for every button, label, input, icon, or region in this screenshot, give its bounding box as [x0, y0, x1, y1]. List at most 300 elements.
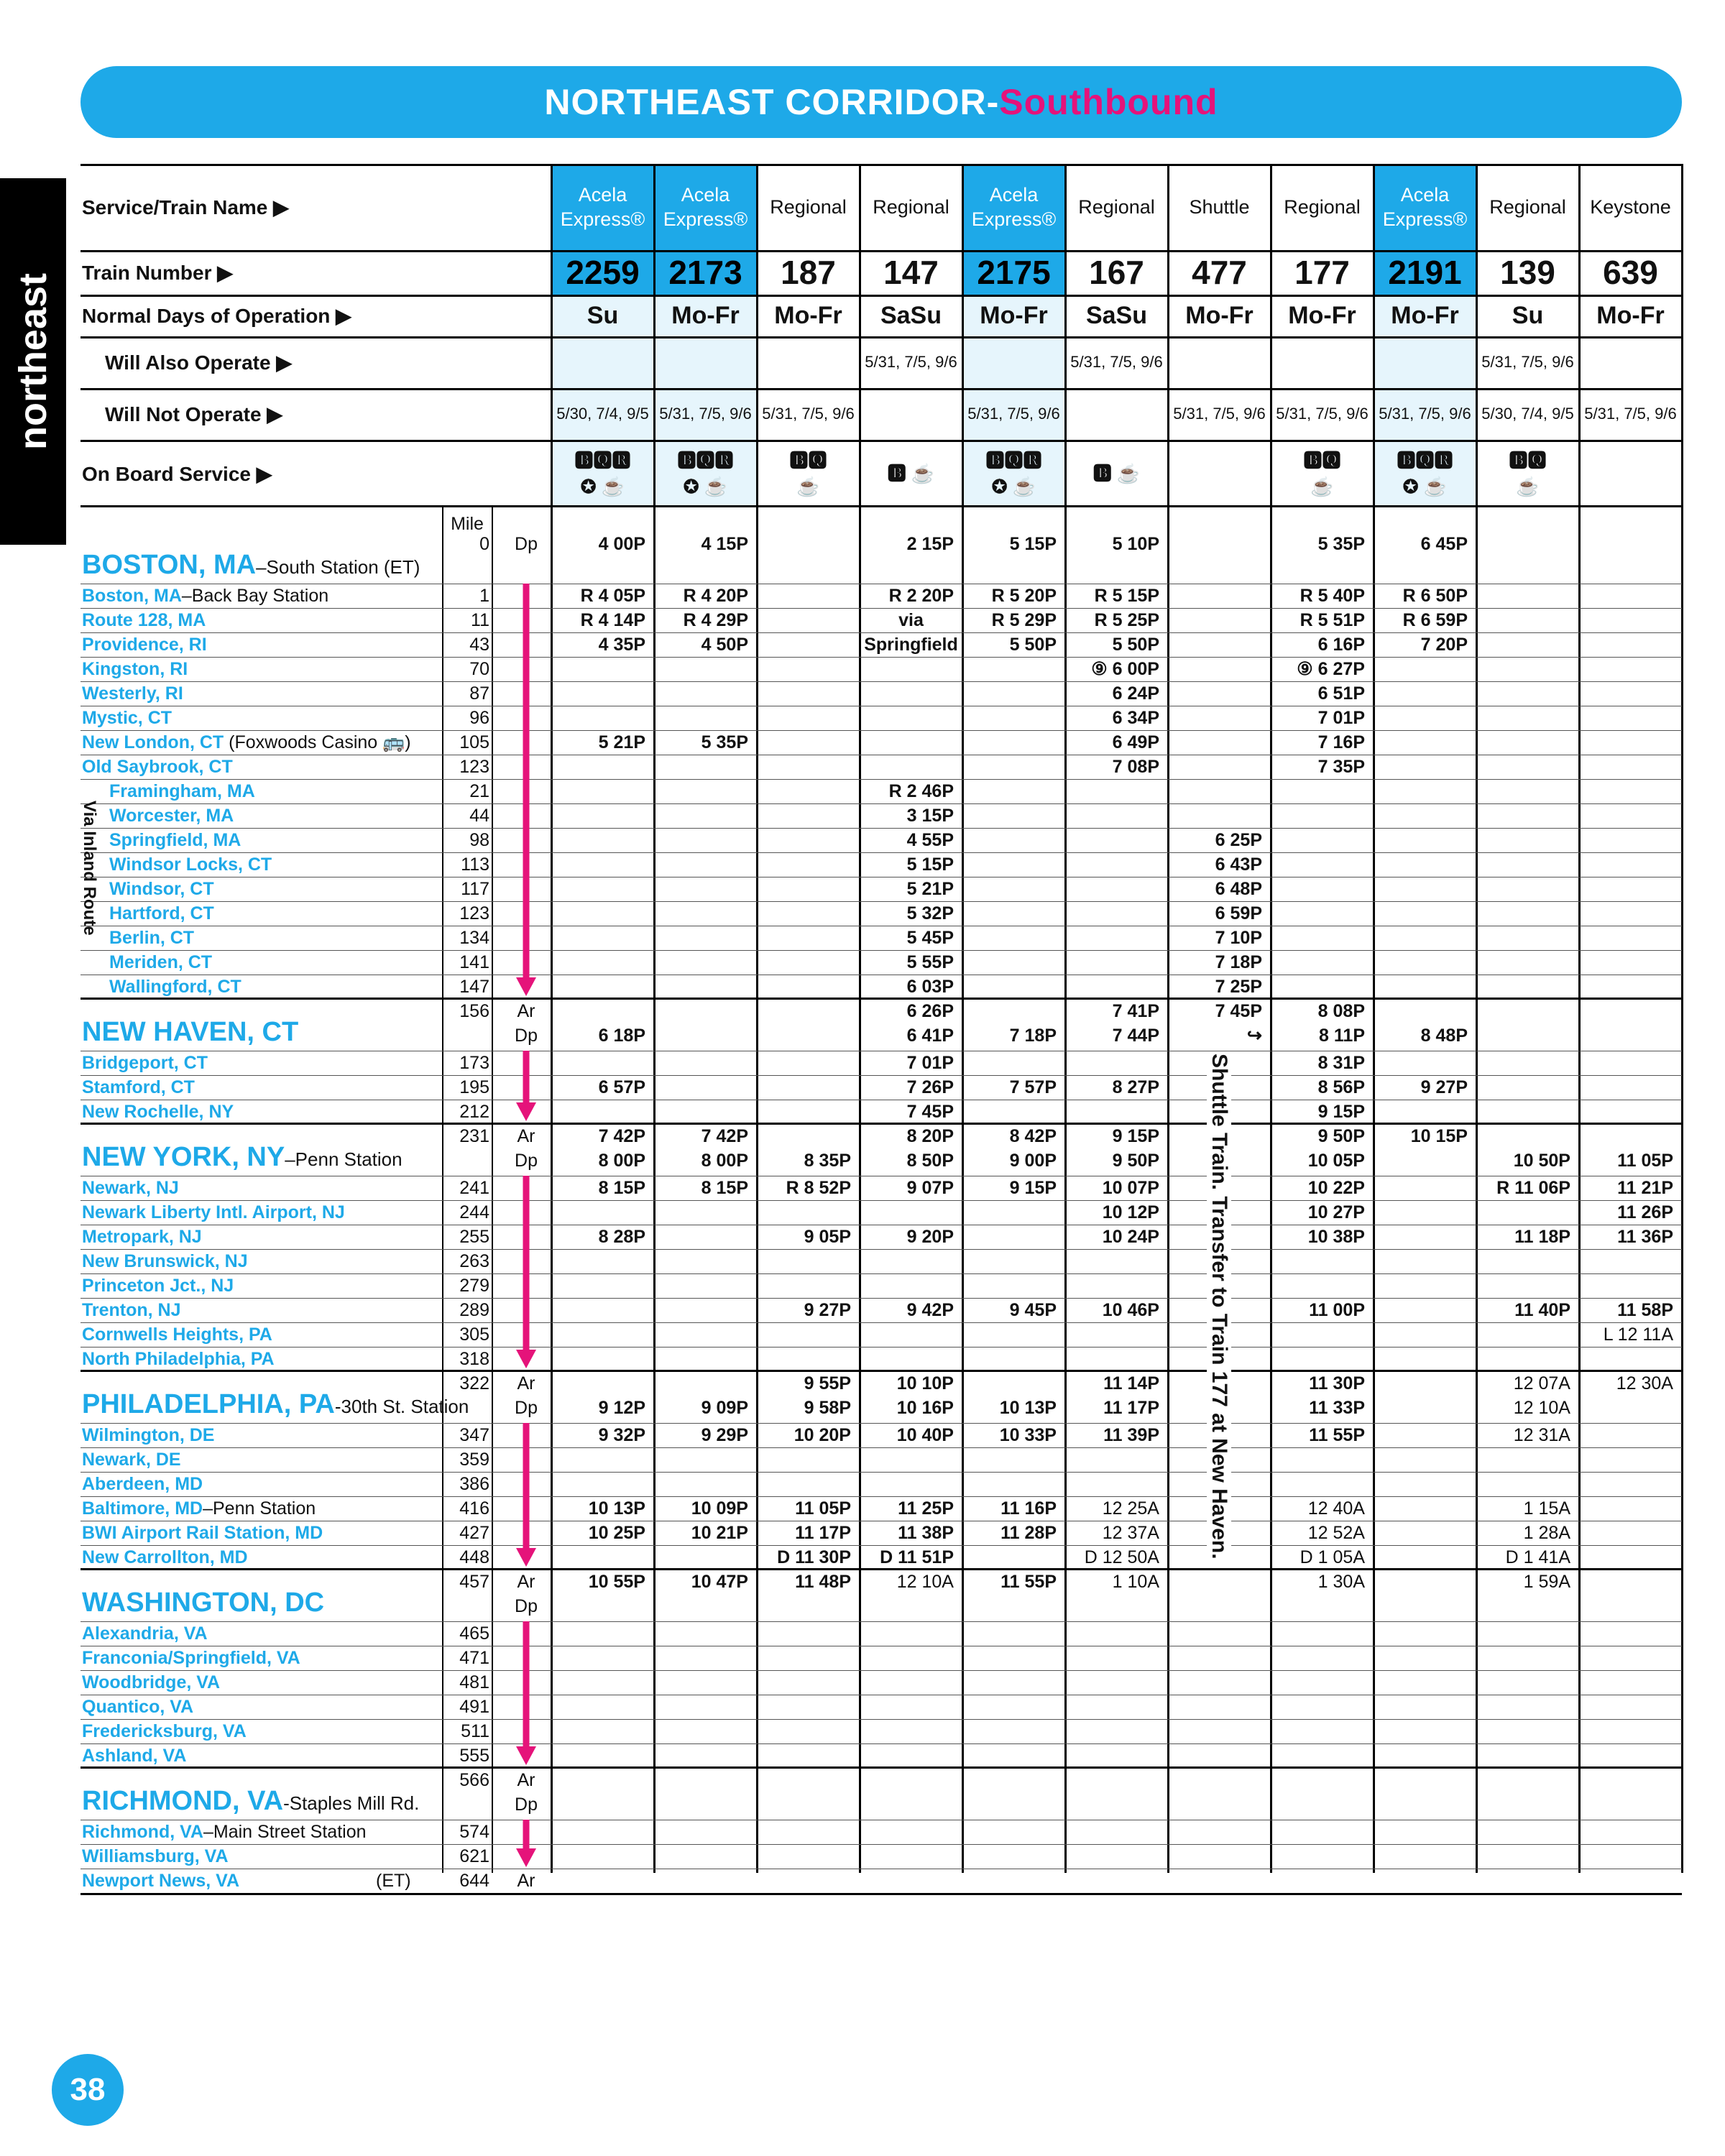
train-2259-days: Su	[551, 295, 654, 336]
row-rule	[80, 1719, 1682, 1720]
train-167-time: 10 12P	[1102, 1202, 1159, 1222]
station-bridgeport-ct	[82, 1051, 208, 1075]
train-2259-time: 6 57P	[598, 1077, 645, 1097]
train-2175-time: 7 57P	[1009, 1077, 1057, 1097]
station-quantico-va	[82, 1695, 193, 1719]
station-mile: 123	[459, 903, 489, 923]
station-mile: 457	[459, 1572, 489, 1592]
station-name: Stamford, CT	[82, 1077, 195, 1097]
onboard-service-icons: ✪ ☕	[580, 476, 625, 497]
train-2175-time: 5 15P	[1009, 534, 1057, 554]
train-147-time: 9 20P	[906, 1227, 954, 1247]
via-inland-route-text: Via Inland Route	[80, 801, 99, 936]
header-label-days: Normal Days of Operation ▶	[82, 304, 351, 327]
train-2173-time: R 4 29P	[683, 610, 748, 630]
station-old-saybrook-ct	[82, 755, 233, 779]
station-name: New Rochelle, NY	[82, 1102, 234, 1122]
station-bwi-airport-rail-station-md	[82, 1521, 323, 1545]
train-147-time: 5 55P	[906, 952, 954, 972]
onboard-service-icons: 🅱🆀🆁	[574, 450, 631, 471]
train-service-word: Acela	[989, 184, 1039, 206]
header-column-rule	[1373, 164, 1375, 507]
station-name: Baltimore, MD	[82, 1498, 203, 1519]
train-2259-also	[551, 336, 654, 388]
station-mile: 305	[459, 1325, 489, 1345]
train-2191-service	[1374, 164, 1476, 250]
train-2191-days: Mo-Fr	[1374, 295, 1476, 336]
station-mile: 87	[469, 683, 489, 704]
train-2175-time: 9 15P	[1009, 1178, 1057, 1198]
onboard-service-icons: 🅱🆀🆁	[985, 450, 1042, 471]
station-mile: 11	[471, 610, 489, 630]
train-477-time: 6 25P	[1215, 830, 1262, 850]
header-column-rule	[1681, 164, 1683, 507]
onboard-service-icons: 🅱🆀	[1509, 450, 1547, 471]
station-new-london-ct	[82, 730, 411, 755]
train-187-also	[757, 336, 860, 388]
train-147-time: via	[898, 610, 924, 630]
arrow-head	[516, 1102, 536, 1121]
train-167-time: 1 10A	[1112, 1572, 1159, 1592]
timetable-body	[80, 507, 1682, 1891]
train-187-time: 9 27P	[804, 1300, 851, 1320]
station-trenton-nj	[82, 1298, 181, 1322]
header-label-onboard: On Board Service ▶	[82, 462, 272, 485]
train-147-time: D 11 51P	[880, 1547, 954, 1567]
arrive-depart-label: Ar	[517, 1001, 535, 1021]
train-2259-time: 4 00P	[598, 534, 645, 554]
station-aberdeen-md	[82, 1472, 203, 1496]
train-2175-time: R 5 20P	[991, 586, 1057, 606]
train-2191-number: 2191	[1374, 250, 1476, 295]
train-187-time: 11 05P	[795, 1498, 851, 1519]
train-177-time: 7 35P	[1317, 757, 1365, 777]
station-name: BOSTON, MA	[82, 550, 257, 580]
train-147-time: R 2 46P	[888, 781, 954, 801]
station-name: Kingston, RI	[82, 659, 188, 679]
train-477-days: Mo-Fr	[1185, 301, 1254, 329]
station-mile: 511	[461, 1721, 489, 1741]
train-service-word: Regional	[1078, 195, 1155, 218]
arrive-depart-label: Dp	[515, 1151, 538, 1171]
station-mile: 621	[459, 1846, 489, 1866]
column-rule	[1167, 507, 1169, 1873]
train-147-time: 8 20P	[906, 1126, 954, 1146]
header-column-rule	[859, 164, 861, 507]
train-477-time: 7 45P	[1215, 1001, 1262, 1021]
station-new-brunswick-nj	[82, 1249, 248, 1273]
header-rule	[80, 250, 1682, 252]
train-177-time: 6 16P	[1317, 635, 1365, 655]
station-berlin-ct	[109, 926, 194, 950]
station-mile: 147	[459, 977, 489, 997]
train-2173-time: 7 42P	[701, 1126, 748, 1146]
onboard-service-icons: 🅱🆀	[789, 450, 827, 471]
row-rule	[80, 657, 1682, 658]
train-167-time: 9 50P	[1112, 1151, 1159, 1171]
header-label-also: Will Also Operate ▶	[105, 351, 292, 374]
train-177-time: 6 51P	[1317, 683, 1365, 704]
station-mile: 318	[459, 1349, 489, 1369]
station-washington-dc	[82, 1588, 324, 1617]
header-label-service: Service/Train Name ▶	[82, 195, 289, 218]
train-167-not	[1065, 388, 1168, 440]
station-new-rochelle-ny	[82, 1100, 234, 1124]
header-column-rule	[551, 164, 553, 507]
train-477-time: 6 48P	[1215, 879, 1262, 899]
train-139-onboard	[1476, 440, 1579, 507]
train-147-time: 10 40P	[896, 1425, 954, 1445]
train-139-time: 11 18P	[1514, 1227, 1570, 1247]
arrow-head	[516, 1548, 536, 1567]
train-2173-time: 9 29P	[701, 1425, 748, 1445]
station-name: Richmond, VA	[82, 1822, 203, 1842]
train-177-time: R 5 51P	[1300, 610, 1365, 630]
header-label-number: Train Number ▶	[82, 261, 233, 284]
train-167-time: 7 08P	[1112, 757, 1159, 777]
station-hartford-ct	[109, 901, 214, 926]
train-477-time: 7 18P	[1215, 952, 1262, 972]
station-mile: 212	[459, 1102, 489, 1122]
train-service-word: Express®	[1382, 208, 1468, 230]
station-note: -30th St. Station	[334, 1396, 469, 1417]
train-187-number: 187	[781, 254, 836, 291]
station-name: New Brunswick, NJ	[82, 1251, 248, 1271]
train-167-time: 7 44P	[1112, 1026, 1159, 1046]
train-147-time: 3 15P	[906, 806, 954, 826]
train-639-also	[1579, 336, 1682, 388]
section-tab-label: northeast	[12, 272, 55, 451]
train-167-time: R 5 15P	[1094, 586, 1159, 606]
train-177-time: 7 01P	[1317, 708, 1365, 728]
train-167-time: 6 24P	[1112, 683, 1159, 704]
train-2259-time: 10 25P	[588, 1523, 645, 1543]
station-name: Cornwells Heights, PA	[82, 1325, 272, 1345]
arrive-depart-label: Dp	[515, 1026, 538, 1046]
train-139-days: Su	[1512, 301, 1544, 329]
station-mile: 0	[479, 534, 489, 554]
train-2191-time: 8 48P	[1420, 1026, 1468, 1046]
train-139-time: 12 31A	[1513, 1425, 1570, 1445]
station-name: Springfield, MA	[109, 830, 242, 850]
station-ashland-va	[82, 1743, 186, 1768]
train-147-time: 6 03P	[906, 977, 954, 997]
train-167-service	[1065, 164, 1168, 250]
page-number: 38	[52, 2054, 124, 2126]
train-639-time: 12 30A	[1616, 1373, 1673, 1393]
station-wilmington-de	[82, 1423, 214, 1447]
train-2173-number: 2173	[654, 250, 757, 295]
train-147-time: Springfield	[864, 635, 958, 655]
train-2259-service	[551, 164, 654, 250]
train-477-also	[1168, 336, 1271, 388]
train-147-time: 11 25P	[898, 1498, 954, 1519]
train-2259-time: 8 15P	[598, 1178, 645, 1198]
table-bottom-rule	[80, 1893, 1682, 1895]
station-mile: 279	[459, 1276, 489, 1296]
train-167-time: 12 25A	[1102, 1498, 1159, 1519]
header-label-not: Will Not Operate ▶	[105, 402, 282, 425]
header-row-days	[80, 295, 1682, 336]
train-2191-time: 7 20P	[1420, 635, 1468, 655]
train-139-time: 1 59A	[1523, 1572, 1570, 1592]
train-639-onboard	[1579, 440, 1682, 507]
train-2173-time: 4 50P	[701, 635, 748, 655]
station-cornwells-heights-pa	[82, 1322, 272, 1347]
station-new-carrollton-md	[82, 1545, 248, 1570]
station-mile: 427	[459, 1523, 489, 1543]
station-name: Windsor, CT	[109, 879, 214, 899]
train-2259-time: 10 13P	[588, 1498, 645, 1519]
train-service-word: Acela	[578, 184, 627, 206]
station-name: Quantico, VA	[82, 1697, 194, 1717]
train-177-time: 8 08P	[1317, 1001, 1365, 1021]
train-147-time: 6 41P	[906, 1026, 954, 1046]
train-2173-time: 4 15P	[701, 534, 748, 554]
train-2173-onboard	[654, 440, 757, 507]
train-2173-time: 8 15P	[701, 1178, 748, 1198]
station-wallingford-ct	[109, 975, 242, 999]
train-477-number: 477	[1192, 254, 1247, 291]
banner-title: NORTHEAST CORRIDOR-	[544, 82, 1000, 122]
train-147-time: 6 26P	[906, 1001, 954, 1021]
train-177-service	[1271, 164, 1374, 250]
train-139-time: R 11 06P	[1496, 1178, 1570, 1198]
station-mile: 21	[469, 781, 489, 801]
station-name: Providence, RI	[82, 635, 207, 655]
station-name: Old Saybrook, CT	[82, 757, 233, 777]
onboard-service-icons: 🅱🆀🆁	[677, 450, 734, 471]
station-stamford-ct	[82, 1075, 195, 1100]
station-mile: 113	[461, 854, 489, 875]
station-mile: 1	[479, 586, 489, 606]
train-139-time: 12 10A	[1513, 1398, 1570, 1418]
train-177-time: 8 11P	[1319, 1026, 1365, 1046]
station-name: Meriden, CT	[109, 952, 213, 972]
station-name: Hartford, CT	[109, 903, 214, 923]
train-2259-time: 9 32P	[598, 1425, 645, 1445]
station-note: -Staples Mill Rd.	[283, 1792, 420, 1814]
train-167-also: 5/31, 7/5, 9/6	[1070, 353, 1163, 371]
station-windsor-locks-ct	[109, 852, 272, 877]
train-147-time: 5 21P	[906, 879, 954, 899]
station-name: Newark, NJ	[82, 1178, 179, 1198]
train-177-time: 12 40A	[1307, 1498, 1365, 1519]
train-2259-time: 8 00P	[598, 1151, 645, 1171]
train-147-time: 12 10A	[896, 1572, 954, 1592]
train-service-word: Shuttle	[1189, 195, 1250, 218]
station-newark-liberty-intl-airport-nj	[82, 1200, 345, 1225]
header-column-rule	[653, 164, 656, 507]
station-name: Franconia/Springfield, VA	[82, 1648, 300, 1668]
mile-column-rule	[492, 507, 493, 1873]
header-row-also	[80, 336, 1682, 388]
row-rule	[80, 1273, 1682, 1274]
page-banner	[80, 66, 1682, 138]
train-2175-time: 11 16P	[1000, 1498, 1057, 1519]
train-2191-time: 9 27P	[1420, 1077, 1468, 1097]
station-springfield-ma	[109, 828, 241, 852]
train-187-time: 8 35P	[804, 1151, 851, 1171]
train-177-time: ⑨ 6 27P	[1297, 659, 1365, 679]
arrive-depart-label: Dp	[515, 1795, 538, 1815]
station-mile: 241	[459, 1178, 489, 1198]
train-2259-not: 5/30, 7/4, 9/5	[551, 388, 654, 440]
station-baltimore-md	[82, 1496, 316, 1521]
train-2259-time: 5 21P	[598, 732, 645, 752]
header-row-onboard	[80, 440, 1682, 507]
station-name: Aberdeen, MD	[82, 1474, 203, 1494]
train-service-word: Regional	[770, 195, 847, 218]
train-147-time: 5 32P	[906, 903, 954, 923]
train-639-not: 5/31, 7/5, 9/6	[1584, 405, 1677, 423]
train-service-word: Regional	[1284, 195, 1361, 218]
station-north-philadelphia-pa	[82, 1347, 275, 1371]
train-167-time: 9 15P	[1112, 1126, 1159, 1146]
train-167-time: 12 37A	[1102, 1523, 1159, 1543]
train-service-word: Acela	[1400, 184, 1450, 206]
station-name: Newark, DE	[82, 1450, 181, 1470]
station-mile: 481	[459, 1672, 489, 1692]
train-477-time: 6 43P	[1215, 854, 1262, 875]
row-rule	[80, 1670, 1682, 1671]
station-name: NEW HAVEN, CT	[82, 1017, 299, 1047]
train-177-time: 1 30A	[1317, 1572, 1365, 1592]
train-2173-time: 5 35P	[701, 732, 748, 752]
station-new-haven-ct	[82, 1018, 298, 1046]
train-187-time: 11 17P	[795, 1523, 851, 1543]
header-column-rule	[1167, 164, 1169, 507]
train-147-time: 2 15P	[906, 534, 954, 554]
train-service-word: Regional	[873, 195, 949, 218]
row-rule	[80, 681, 1682, 682]
station-mile: 644	[459, 1871, 489, 1891]
train-service-word: Acela	[681, 184, 730, 206]
train-167-time: 11 17P	[1103, 1398, 1159, 1418]
train-147-time: 7 45P	[906, 1102, 954, 1122]
train-2191-time: 10 15P	[1410, 1126, 1468, 1146]
train-639-time: 11 05P	[1617, 1151, 1673, 1171]
station-kingston-ri	[82, 657, 188, 681]
station-name: NEW YORK, NY	[82, 1142, 285, 1172]
row-rule	[80, 1249, 1682, 1250]
station-name: Trenton, NJ	[82, 1300, 181, 1320]
station-name: Metropark, NJ	[82, 1227, 202, 1247]
train-167-time: 10 07P	[1102, 1178, 1159, 1198]
train-167-time: 7 41P	[1112, 1001, 1159, 1021]
train-2191-also	[1374, 336, 1476, 388]
train-139-also: 5/31, 7/5, 9/6	[1481, 353, 1574, 371]
station-mile: 263	[459, 1251, 489, 1271]
train-177-number: 177	[1294, 254, 1350, 291]
train-2259-time: 8 28P	[598, 1227, 645, 1247]
train-177-time: 5 35P	[1317, 534, 1365, 554]
train-2191-not: 5/31, 7/5, 9/6	[1374, 388, 1476, 440]
station-name: Fredericksburg, VA	[82, 1721, 247, 1741]
train-2191-time: R 6 59P	[1402, 610, 1468, 630]
train-167-time: 5 10P	[1112, 534, 1159, 554]
station-name: Mystic, CT	[82, 708, 172, 728]
train-187-time: 9 55P	[804, 1373, 851, 1393]
train-2191-time: 6 45P	[1420, 534, 1468, 554]
train-2173-time: 10 47P	[691, 1572, 748, 1592]
train-2175-time: 10 33P	[999, 1425, 1057, 1445]
arrive-depart-label: Dp	[515, 1596, 538, 1616]
station-name: Woodbridge, VA	[82, 1672, 221, 1692]
station-note: (ET)	[376, 1871, 411, 1891]
section-tab	[0, 178, 66, 545]
station-name: Newark Liberty Intl. Airport, NJ	[82, 1202, 345, 1222]
station-princeton-jct-nj	[82, 1273, 234, 1298]
train-147-time: 10 10P	[896, 1373, 954, 1393]
station-mile: 347	[459, 1425, 489, 1445]
onboard-service-icons: ☕	[1310, 476, 1334, 497]
train-2259-time: R 4 14P	[580, 610, 645, 630]
train-639-time: 11 21P	[1617, 1178, 1673, 1198]
train-167-time: 5 50P	[1112, 635, 1159, 655]
arrive-depart-label: Dp	[515, 534, 538, 554]
onboard-service-icons: 🅱 ☕	[1092, 463, 1141, 484]
station-richmond-va	[82, 1820, 367, 1844]
station-williamsburg-va	[82, 1844, 229, 1869]
train-2173-also	[654, 336, 757, 388]
train-147-onboard	[860, 440, 962, 507]
train-177-time: 11 33P	[1309, 1398, 1365, 1418]
train-167-onboard	[1065, 440, 1168, 507]
train-147-time: 5 45P	[906, 928, 954, 948]
train-147-time: R 2 20P	[888, 586, 954, 606]
train-167-time: 10 24P	[1102, 1227, 1159, 1247]
train-147-time: 9 42P	[906, 1300, 954, 1320]
station-mile: 105	[459, 732, 489, 752]
train-177-time: 10 05P	[1307, 1151, 1365, 1171]
train-167-time: 6 34P	[1112, 708, 1159, 728]
train-477-time: 6 59P	[1215, 903, 1262, 923]
train-177-time: 10 22P	[1307, 1178, 1365, 1198]
train-167-time: ⑨ 6 00P	[1091, 659, 1159, 679]
train-187-onboard	[757, 440, 860, 507]
train-147-days: SaSu	[880, 301, 942, 329]
train-187-time: 9 58P	[804, 1398, 851, 1418]
station-mile: 465	[459, 1623, 489, 1644]
train-139-time: D 1 41A	[1505, 1547, 1570, 1567]
station-mile: 244	[459, 1202, 489, 1222]
station-richmond-va	[82, 1787, 419, 1818]
station-newark-de	[82, 1447, 181, 1472]
train-177-also	[1271, 336, 1374, 388]
mile-header: Mile	[451, 514, 484, 534]
station-mile: 555	[459, 1746, 489, 1766]
header-column-rule	[756, 164, 758, 507]
train-477-service	[1168, 164, 1271, 250]
train-177-time: 10 38P	[1307, 1227, 1365, 1247]
train-167-time: 8 27P	[1112, 1077, 1159, 1097]
train-177-time: 9 50P	[1317, 1126, 1365, 1146]
train-639-number: 639	[1603, 254, 1658, 291]
train-177-time: 10 27P	[1307, 1202, 1365, 1222]
station-name: Worcester, MA	[109, 806, 234, 826]
train-2175-number: 2175	[962, 250, 1065, 295]
station-note: –Main Street Station	[203, 1822, 367, 1842]
station-alexandria-va	[82, 1621, 208, 1646]
train-477-onboard	[1168, 440, 1271, 507]
station-providence-ri	[82, 632, 207, 657]
station-name: Alexandria, VA	[82, 1623, 208, 1644]
train-2259-time: 4 35P	[598, 635, 645, 655]
header-row-number	[80, 250, 1682, 295]
station-mystic-ct	[82, 706, 172, 730]
arrive-depart-label: Ar	[517, 1126, 535, 1146]
